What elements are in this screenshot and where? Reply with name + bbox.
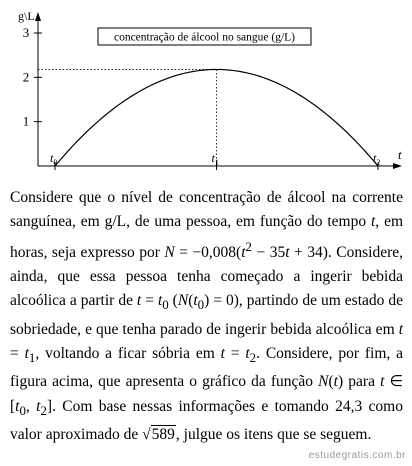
legend-text: concentração de álcool no sangue (g/L) <box>113 31 296 44</box>
var-N: N <box>164 243 175 261</box>
formula-part: − 35 <box>252 243 286 261</box>
equals: = <box>141 292 158 310</box>
formula-part: ( <box>188 292 194 310</box>
formula-part: = −0,008( <box>174 243 242 261</box>
y-ticks <box>23 25 42 129</box>
y-axis-arrow <box>35 12 41 21</box>
text-segment: . Considere, por fim, a figura acima, que apresenta o gráfico da função <box>10 345 404 391</box>
var-t: t <box>36 397 41 415</box>
chart-legend <box>98 28 311 45</box>
y-tick-label: 2 <box>22 69 30 85</box>
var-N: N <box>318 373 329 391</box>
subscript: 1 <box>28 350 36 366</box>
equals: = <box>224 345 246 363</box>
var-t: t <box>136 292 142 310</box>
formula-part: ) <box>337 373 344 391</box>
text-segment: , partindo de um estado de sobriedade, e que tenha parado de ingerir bebida alcoólica em <box>10 292 403 338</box>
text-segment: , voltando a ficar sóbria em <box>35 345 221 363</box>
var-t: t <box>245 345 250 363</box>
peak-guides <box>38 69 217 166</box>
exponent: 2 <box>245 238 252 254</box>
var-t: t <box>241 243 246 261</box>
formula-part: ∈ [ <box>10 373 403 415</box>
subscript: 0 <box>162 297 169 313</box>
y-tick-label: 1 <box>22 113 30 129</box>
square-root <box>142 425 176 443</box>
text-segment: Considere que o nível de concentração de álcool na corrente sanguínea, em g/L, de uma pessoa, em função do tempo <box>10 189 403 231</box>
var-t: t <box>220 345 225 363</box>
var-t: t <box>157 292 163 310</box>
x-ticks <box>50 151 380 170</box>
var-t: t <box>285 243 290 261</box>
subscript: 2 <box>249 350 257 366</box>
x-tick-label: $t_2$ <box>373 151 381 167</box>
problem-statement <box>10 186 403 447</box>
formula-part: + 34) <box>289 243 328 261</box>
x-tick-label: $t_1$ <box>211 151 219 167</box>
x-tick-label: $t_0$ <box>50 151 58 167</box>
text-segment: . Com base nessas informações e tomando 24,3 como valor aproximado de <box>10 397 403 444</box>
x-axis-arrow <box>393 163 402 169</box>
radicand: 589 <box>151 426 175 444</box>
formula-part: ( <box>168 292 178 310</box>
formula-part: ) = 0) <box>204 292 239 310</box>
var-t: t <box>380 373 385 391</box>
watermark: estudegratis.com.br <box>308 450 406 461</box>
subscript: 0 <box>197 297 205 313</box>
var-t: t <box>15 397 20 415</box>
subscript: 0 <box>19 402 26 418</box>
var-t: t <box>370 213 376 231</box>
x-axis-label: t <box>398 147 402 162</box>
var-t: t <box>398 320 403 338</box>
var-t: t <box>193 292 198 310</box>
equals: = <box>10 345 25 363</box>
text-segment: , em horas, seja expresso por <box>10 213 403 261</box>
formula-part: ( <box>328 373 334 391</box>
formula-part: , <box>25 397 37 415</box>
var-t: t <box>333 373 338 391</box>
text-segment: . Considere, ainda, que essa pessoa tenha começado a ingerir bebida alcoólica a partir de <box>10 243 403 310</box>
subscript: 2 <box>40 402 47 418</box>
var-N: N <box>177 292 189 310</box>
alcohol-concentration-chart <box>0 0 412 185</box>
formula-part: ] <box>46 397 53 415</box>
y-tick-label: 3 <box>22 25 30 40</box>
var-t: t <box>24 345 29 363</box>
text-segment: para <box>343 373 381 391</box>
sqrt-symbol: √ <box>142 426 151 444</box>
text-segment: , julgue os itens que se seguem. <box>175 426 372 444</box>
y-axis-label: g\L <box>18 9 35 23</box>
